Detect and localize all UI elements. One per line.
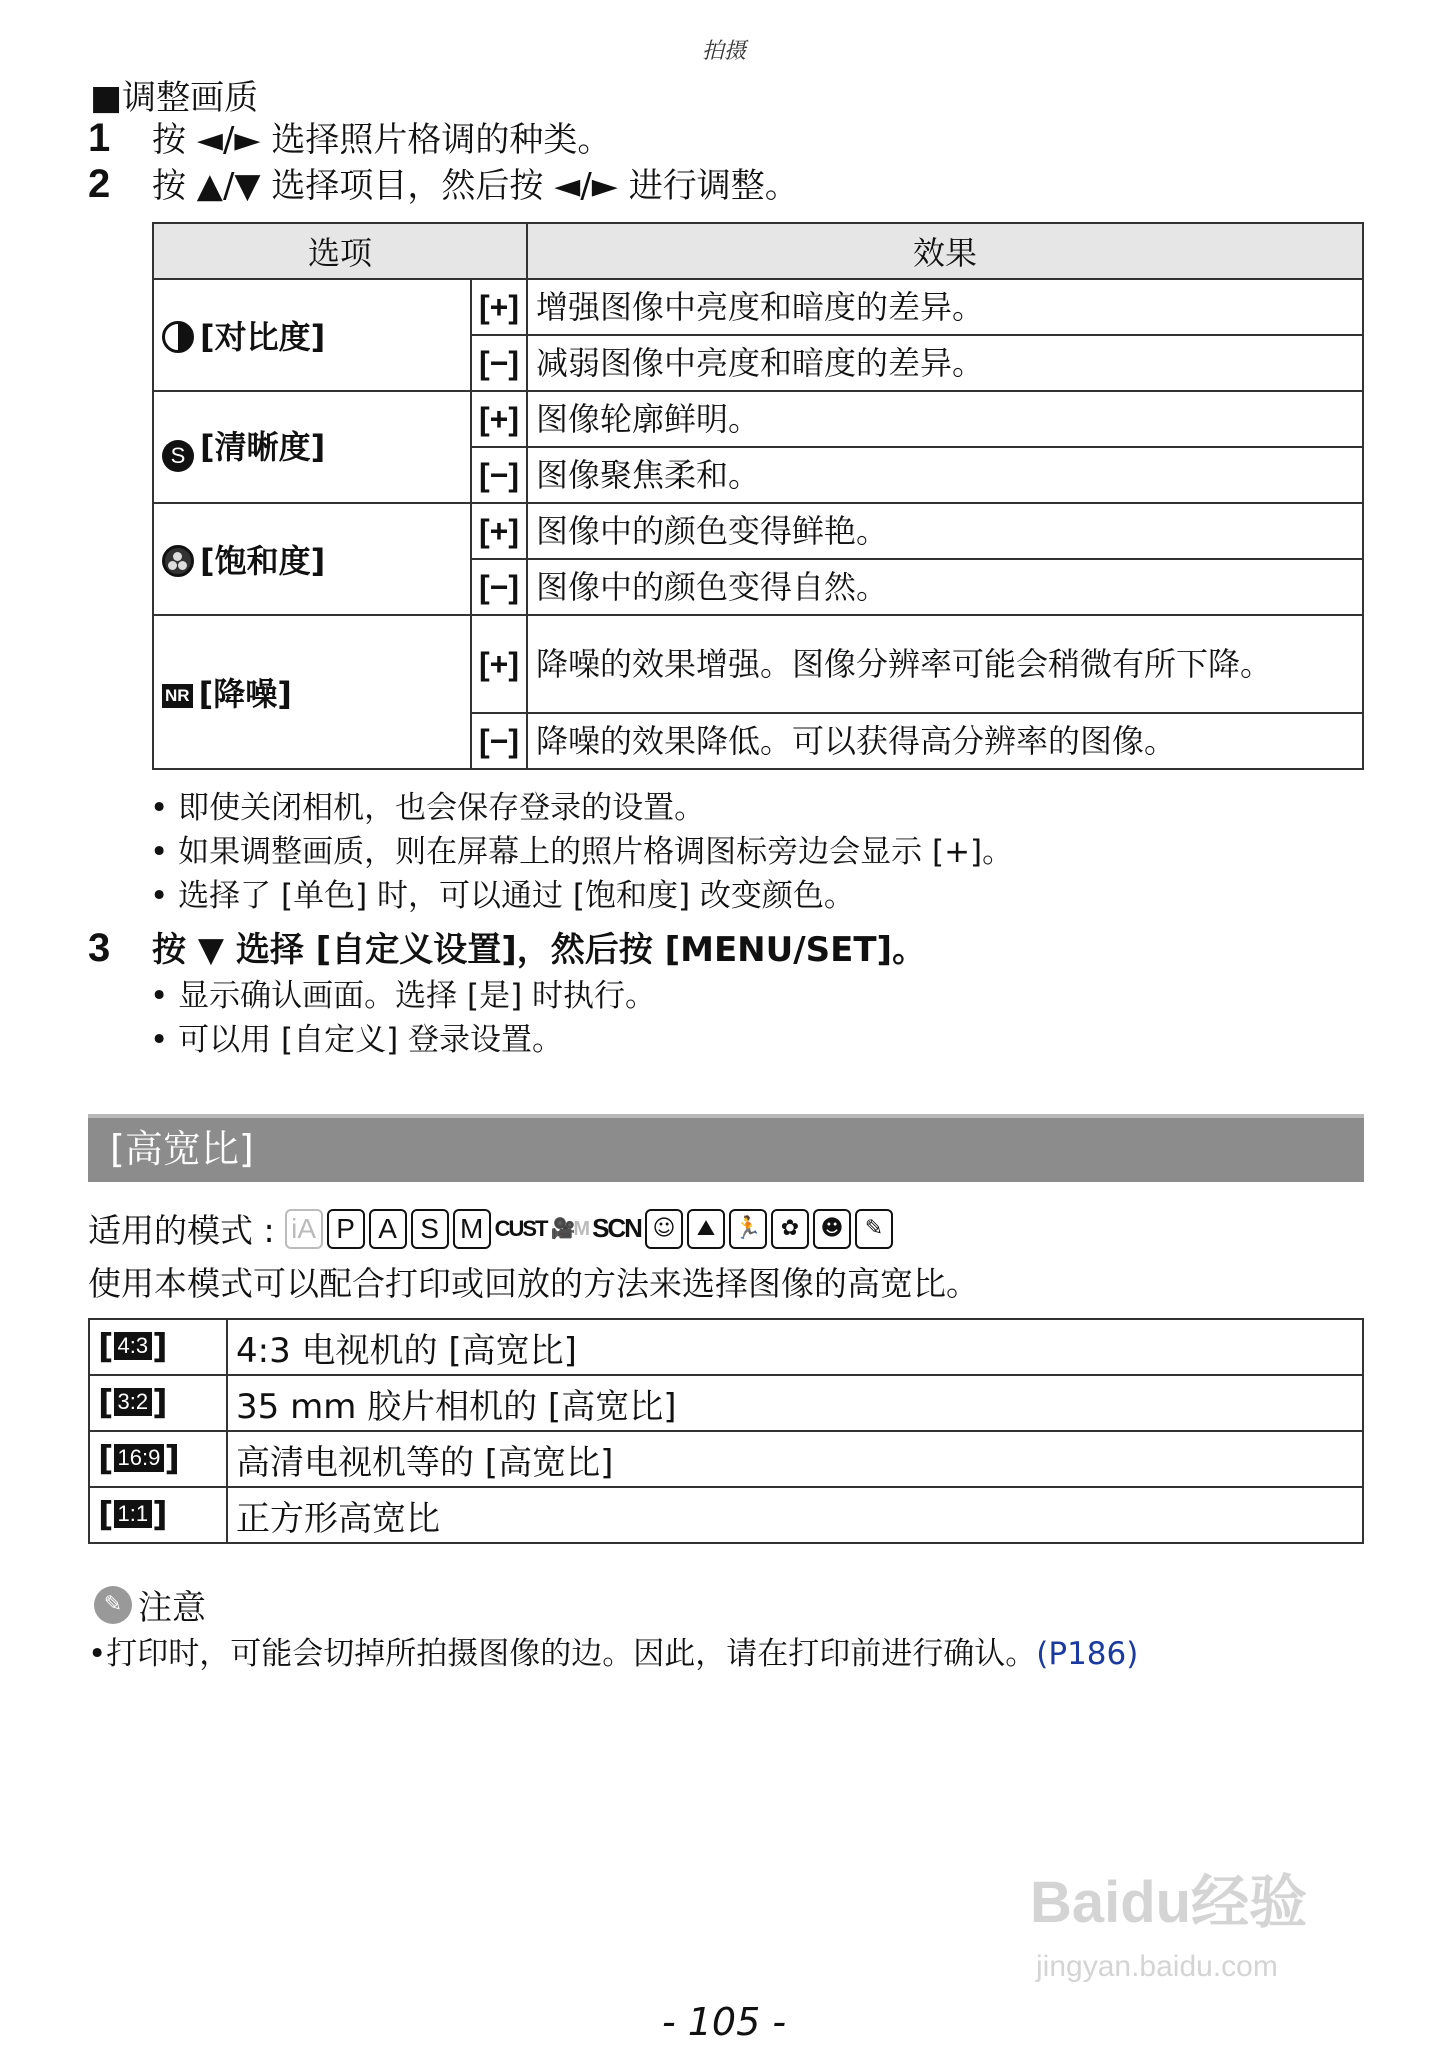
noise-reduction-icon: NR (162, 684, 193, 708)
mode-movie-icon: 🎥M (550, 1218, 589, 1240)
step-3 (88, 922, 926, 971)
header-effect: 效果 (527, 223, 1363, 279)
aspect-ratio-table (88, 1318, 1364, 1544)
table-row (89, 1431, 1363, 1487)
bullet-item: • 如果调整画质，则在屏幕上的照片格调图标旁边会显示 [+]。 (150, 834, 1014, 870)
mode-close-up-icon: ✿ (771, 1209, 809, 1249)
option-label: [清晰度] (200, 428, 326, 466)
table-row (89, 1375, 1363, 1431)
effect-text: 图像轮廓鲜明。 (527, 391, 1363, 447)
option-noise-reduction (153, 615, 471, 769)
step-1 (88, 112, 611, 161)
table-row (89, 1319, 1363, 1375)
page-reference-link[interactable]: (P186) (1036, 1636, 1139, 1672)
step-text: 按 ▼ 选择 [自定义设置]，然后按 [MENU/SET]。 (152, 930, 927, 970)
mode-scn-icon: SCN (592, 1213, 641, 1243)
table-row (153, 615, 1363, 713)
baidu-watermark-url: jingyan.baidu.com (1036, 1950, 1278, 1983)
note-title: 注意 (138, 1588, 206, 1628)
option-label: [降噪] (198, 675, 292, 713)
mode-cust-icon: CUST (494, 1215, 547, 1241)
section-title-bar: [高宽比] (88, 1114, 1364, 1182)
minus-sign: [−] (471, 713, 527, 769)
minus-sign: [−] (471, 447, 527, 503)
option-contrast (153, 279, 471, 391)
effect-text: 图像中的颜色变得鲜艳。 (527, 503, 1363, 559)
minus-sign: [−] (471, 559, 527, 615)
option-label: [对比度] (200, 318, 326, 356)
ratio-16-9-icon: 16:9 (114, 1444, 165, 1472)
bullet-item: • 选择了 [单色] 时，可以通过 [饱和度] 改变颜色。 (150, 878, 855, 914)
mode-s-icon: S (411, 1209, 449, 1249)
mode-m-icon: M (453, 1209, 491, 1249)
mode-night-portrait-icon: ☻ (813, 1209, 851, 1249)
ratio-icon-cell: [ 3:2 ] (89, 1375, 227, 1431)
photo-style-options-table (152, 222, 1364, 770)
step-text: 按 ◄/► 选择照片格调的种类。 (152, 120, 612, 160)
mode-portrait-icon: ☺ (645, 1209, 683, 1249)
plus-sign: [+] (471, 391, 527, 447)
note-body (88, 1628, 1138, 1673)
step-number: 2 (88, 162, 111, 206)
table-row (153, 503, 1363, 559)
ratio-text: 高清电视机等的 [高宽比] (227, 1431, 1363, 1487)
mode-scenery-icon: ⛰ (687, 1209, 725, 1249)
effect-text: 降噪的效果降低。可以获得高分辨率的图像。 (527, 713, 1363, 769)
ratio-icon-cell: [ 16:9 ] (89, 1431, 227, 1487)
ratio-4-3-icon: 4:3 (114, 1332, 153, 1360)
page-header: 拍摄 (701, 39, 746, 64)
bullet-item: • 可以用 [自定义] 登录设置。 (150, 1022, 564, 1058)
plus-sign: [+] (471, 503, 527, 559)
plus-sign: [+] (471, 615, 527, 713)
ratio-1-1-icon: 1:1 (114, 1500, 153, 1528)
section-description: 使用本模式可以配合打印或回放的方法来选择图像的高宽比。 (88, 1264, 979, 1303)
sharpness-icon: S (162, 440, 194, 472)
ratio-3-2-icon: 3:2 (114, 1388, 153, 1416)
pencil-icon: ✎ (94, 1586, 132, 1624)
table-header-row (153, 223, 1363, 279)
effect-text: 降噪的效果增强。图像分辨率可能会稍微有所下降。 (527, 615, 1363, 713)
baidu-watermark: Baidu经验 (1030, 1870, 1308, 1935)
mode-p-icon: P (327, 1209, 365, 1249)
effect-text: 增强图像中亮度和暗度的差异。 (527, 279, 1363, 335)
table-row (153, 391, 1363, 447)
mode-ia-icon: iA (285, 1209, 323, 1249)
saturation-icon (162, 545, 194, 577)
effect-text: 图像中的颜色变得自然。 (527, 559, 1363, 615)
option-sharpness (153, 391, 471, 503)
mode-creative-control-icon: ✎ (855, 1209, 893, 1249)
contrast-icon (162, 321, 194, 353)
ratio-icon-cell: [ 1:1 ] (89, 1487, 227, 1543)
option-saturation (153, 503, 471, 615)
ratio-icon-cell: [ 4:3 ] (89, 1319, 227, 1375)
table-row (89, 1487, 1363, 1543)
effect-text: 图像聚焦柔和。 (527, 447, 1363, 503)
header-option: 选项 (153, 223, 527, 279)
plus-sign: [+] (471, 279, 527, 335)
step-text: 按 ▲/▼ 选择项目，然后按 ◄/► 进行调整。 (152, 166, 799, 206)
effect-text: 减弱图像中亮度和暗度的差异。 (527, 335, 1363, 391)
step-2 (88, 158, 799, 207)
bullet-item: • 显示确认画面。选择 [是] 时执行。 (150, 978, 657, 1014)
ratio-text: 4:3 电视机的 [高宽比] (227, 1319, 1363, 1375)
note-heading (94, 1580, 206, 1629)
modes-label: 适用的模式 : (88, 1211, 275, 1250)
mode-a-icon: A (369, 1209, 407, 1249)
minus-sign: [−] (471, 335, 527, 391)
table-row (153, 279, 1363, 335)
sub-heading: ■调整画质 (90, 78, 259, 118)
step-number: 1 (88, 116, 111, 160)
mode-sports-icon: 🏃 (729, 1209, 767, 1249)
applicable-modes (88, 1205, 897, 1252)
note-text: •打印时，可能会切掉所拍摄图像的边。因此，请在打印前进行确认。 (88, 1636, 1037, 1672)
step-number: 3 (88, 926, 111, 970)
ratio-text: 35 mm 胶片相机的 [高宽比] (227, 1375, 1363, 1431)
ratio-text: 正方形高宽比 (227, 1487, 1363, 1543)
bullet-item: • 即使关闭相机，也会保存登录的设置。 (150, 790, 706, 826)
option-label: [饱和度] (200, 542, 326, 580)
page-number: - 105 - (661, 2000, 787, 2044)
